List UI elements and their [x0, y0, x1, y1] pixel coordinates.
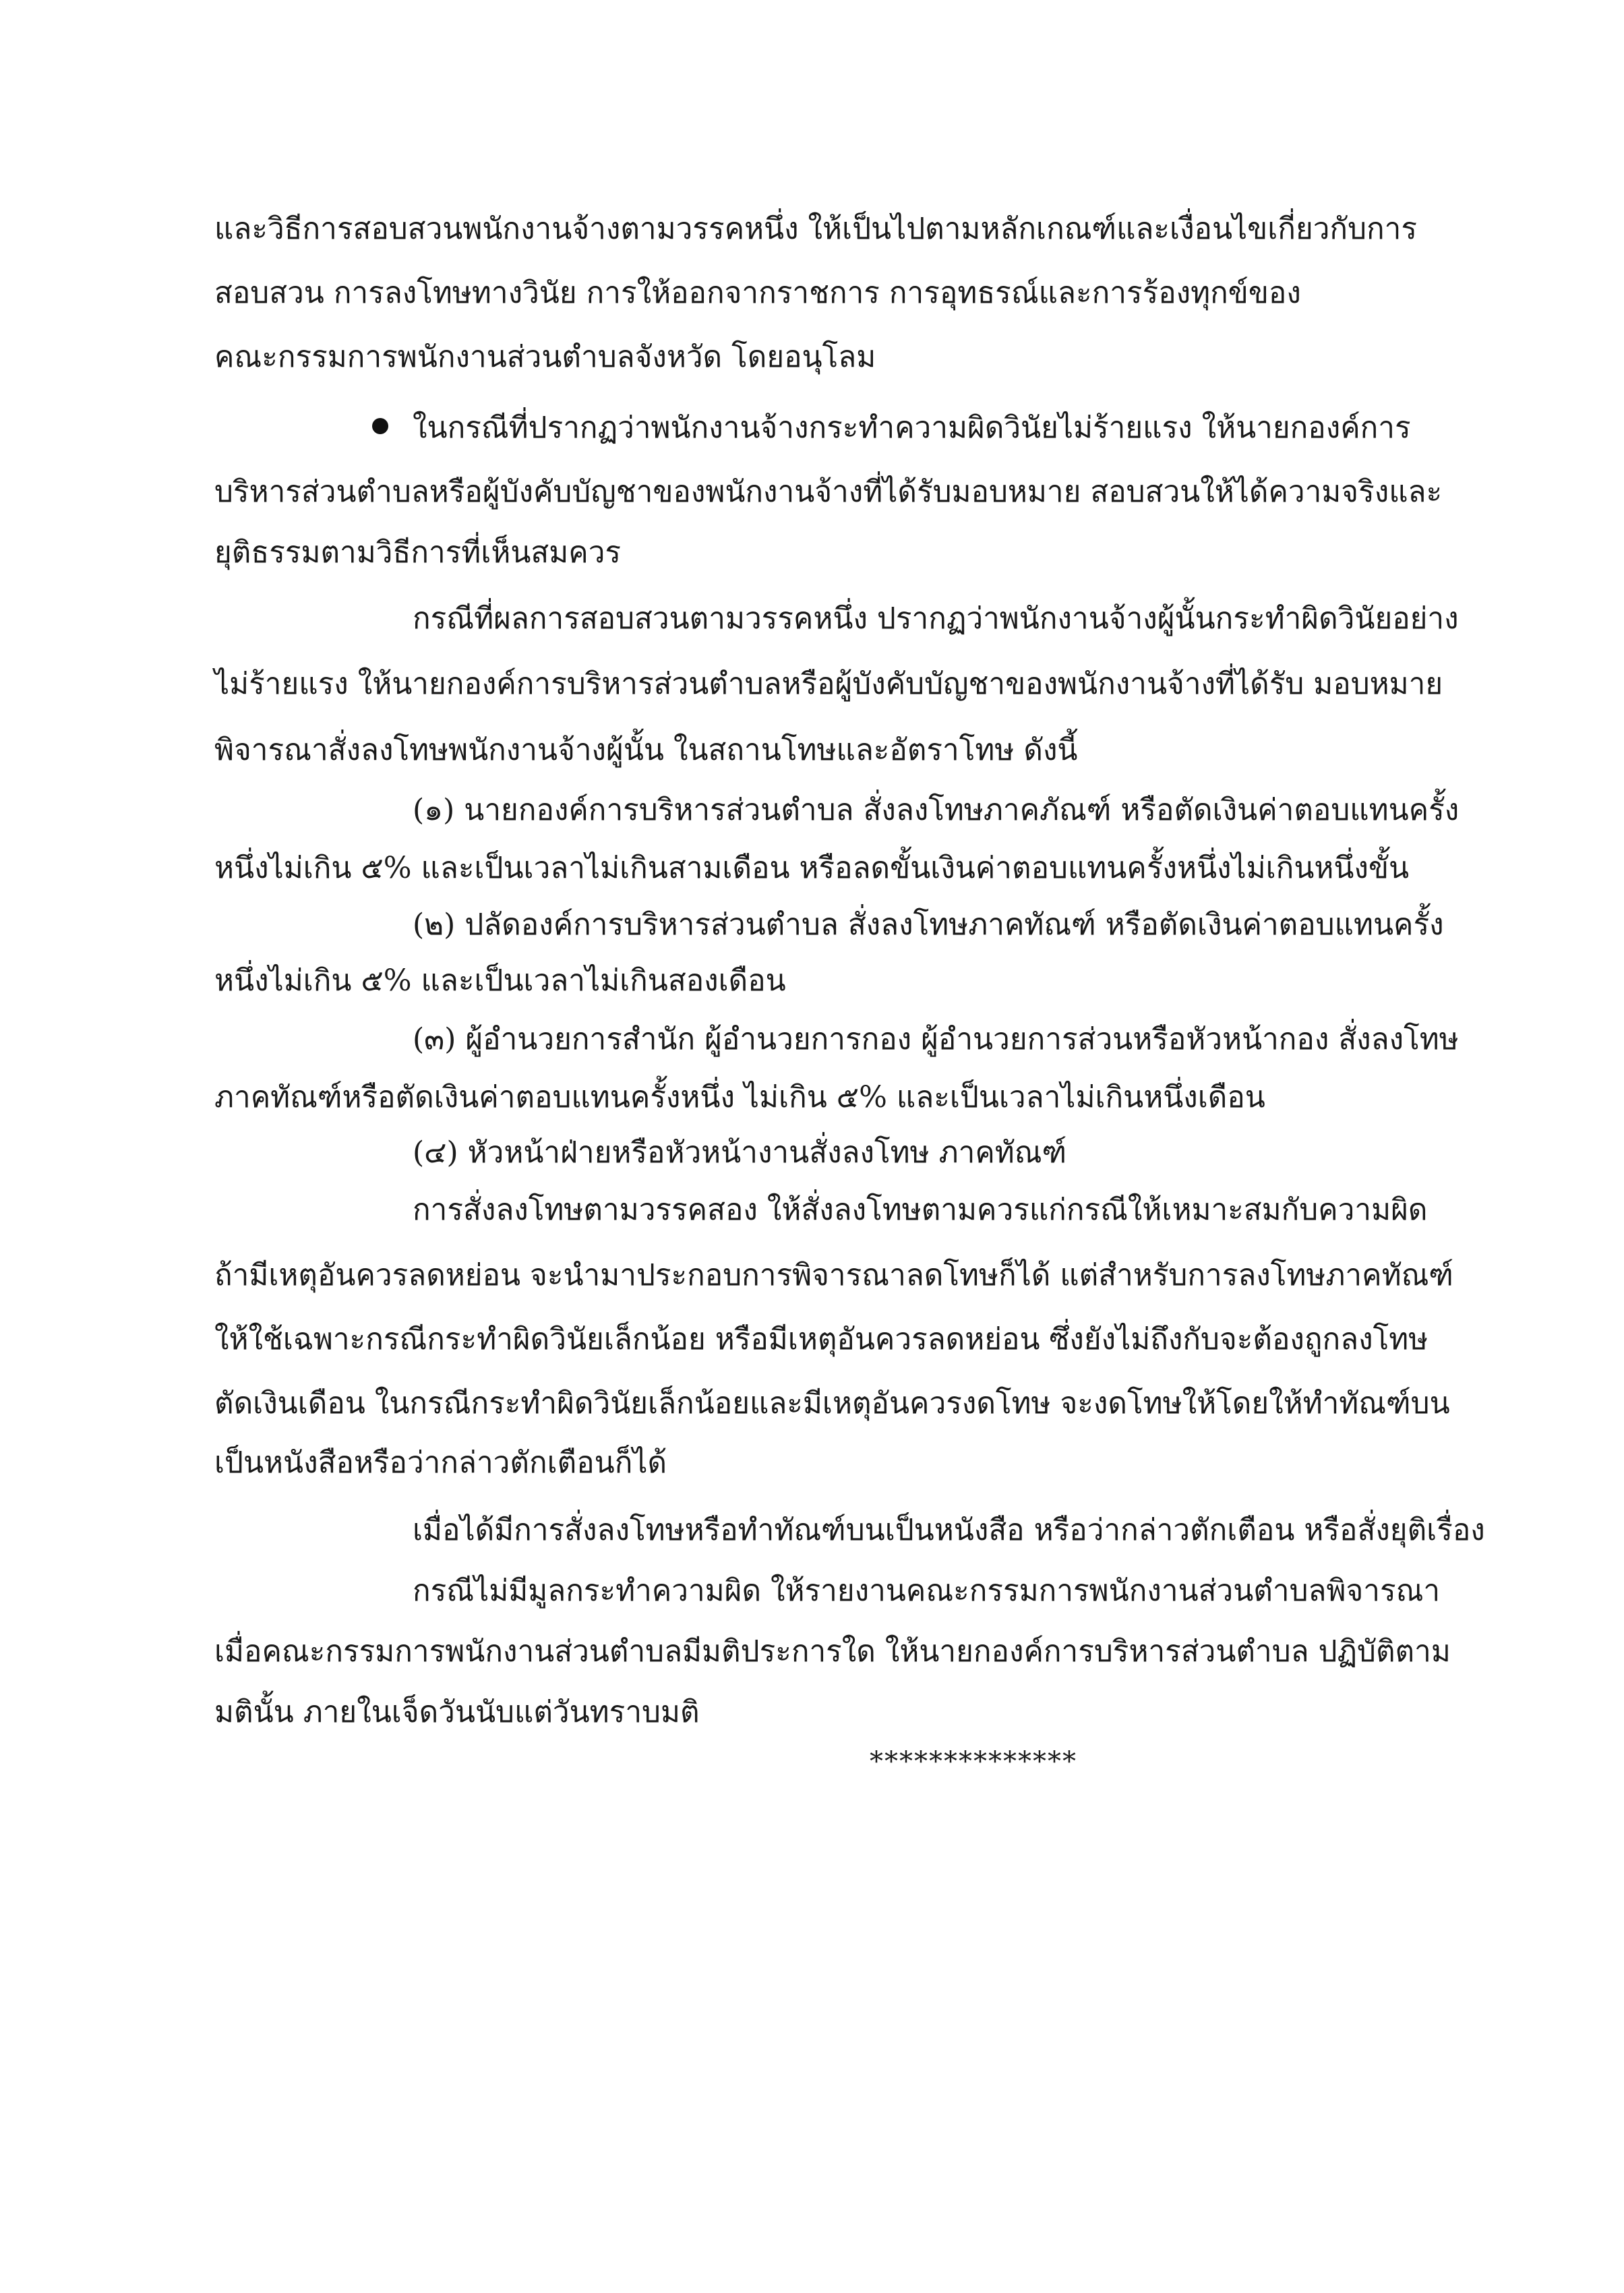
text-line: กรณีที่ผลการสอบสวนตามวรรคหนึ่ง ปรากฏว่าพนักงานจ้างผู้นั้นกระทำผิดวินัยอย่าง [413, 601, 1459, 636]
text-line: (๑) นายกองค์การบริหารส่วนตำบล สั่งลงโทษภาคภัณฑ์ หรือตัดเงินค่าตอบแทนครั้ง [413, 793, 1460, 827]
text-line: และวิธีการสอบสวนพนักงานจ้างตามวรรคหนึ่ง ให้เป็นไปตามหลักเกณฑ์และเงื่อนไขเกี่ยวกับการ [214, 212, 1417, 246]
text-line: ไม่ร้ายแรง ให้นายกองค์การบริหารส่วนตำบลหรือผู้บังคับบัญชาของพนักงานจ้างที่ได้รับ มอบหมาย [214, 667, 1443, 701]
text-line: กรณีไม่มีมูลกระทำความผิด ให้รายงานคณะกรรมการพนักงานส่วนตำบลพิจารณา [413, 1574, 1441, 1608]
text-line: หนึ่งไม่เกิน ๕% และเป็นเวลาไม่เกินสองเดือน [214, 963, 786, 998]
text-line: ถ้ามีเหตุอันควรลดหย่อน จะนำมาประกอบการพิจารณาลดโทษก็ได้ แต่สำหรับการลงโทษภาคทัณฑ์ [214, 1258, 1453, 1292]
text-line: มตินั้น ภายในเจ็ดวันนับแต่วันทราบมติ [214, 1695, 700, 1729]
text-line: ตัดเงินเดือน ในกรณีกระทำผิดวินัยเล็กน้อยและมีเหตุอันควรงดโทษ จะงดโทษให้โดยให้ทำทัณฑ์บน [214, 1386, 1450, 1421]
text-line: พิจารณาสั่งลงโทษพนักงานจ้างผู้นั้น ในสถานโทษและอัตราโทษ ดังนี้ [214, 733, 1078, 767]
text-line: (๔) หัวหน้าฝ่ายหรือหัวหน้างานสั่งลงโทษ ภาคทัณฑ์ [413, 1135, 1067, 1170]
text-line: ภาคทัณฑ์หรือตัดเงินค่าตอบแทนครั้งหนึ่ง ไม่เกิน ๕% และเป็นเวลาไม่เกินหนึ่งเดือน [214, 1080, 1265, 1114]
text-line: ในกรณีที่ปรากฏว่าพนักงานจ้างกระทำความผิดวินัยไม่ร้ายแรง ให้นายกองค์การ [413, 411, 1411, 445]
text-line: เมื่อคณะกรรมการพนักงานส่วนตำบลมีมติประการใด ให้นายกองค์การบริหารส่วนตำบล ปฏิบัติตาม [214, 1634, 1451, 1669]
text-line: ยุติธรรมตามวิธีการที่เห็นสมควร [214, 535, 622, 570]
text-line: เมื่อได้มีการสั่งลงโทษหรือทำทัณฑ์บนเป็นหนังสือ หรือว่ากล่าวตักเตือน หรือสั่งยุติเรื่อง [413, 1513, 1485, 1547]
text-line: ให้ใช้เฉพาะกรณีกระทำผิดวินัยเล็กน้อย หรือมีเหตุอันควรลดหย่อน ซึ่งยังไม่ถึงกับจะต้องถูกลงโทษ [214, 1322, 1428, 1357]
closing-asterisks: ************** [870, 1746, 1077, 1777]
text-line: หนึ่งไม่เกิน ๕% และเป็นเวลาไม่เกินสามเดือน หรือลดขั้นเงินค่าตอบแทนครั้งหนึ่งไม่เกินหนึ่งขั้น [214, 851, 1410, 885]
text-line: บริหารส่วนตำบลหรือผู้บังคับบัญชาของพนักงานจ้างที่ได้รับมอบหมาย สอบสวนให้ได้ความจริงและ [214, 475, 1443, 509]
text-line: (๓) ผู้อำนวยการสำนัก ผู้อำนวยการกอง ผู้อำนวยการส่วนหรือหัวหน้ากอง สั่งลงโทษ [413, 1022, 1459, 1056]
text-line: การสั่งลงโทษตามวรรคสอง ให้สั่งลงโทษตามควรแก่กรณีให้เหมาะสมกับความผิด [413, 1193, 1428, 1227]
bullet-icon [372, 418, 388, 434]
text-line: (๒) ปลัดองค์การบริหารส่วนตำบล สั่งลงโทษภาคทัณฑ์ หรือตัดเงินค่าตอบแทนครั้ง [413, 907, 1444, 942]
text-line: คณะกรรมการพนักงานส่วนตำบลจังหวัด โดยอนุโลม [214, 340, 876, 374]
text-line: เป็นหนังสือหรือว่ากล่าวตักเตือนก็ได้ [214, 1446, 667, 1480]
text-line: สอบสวน การลงโทษทางวินัย การให้ออกจากราชการ การอุทธรณ์และการร้องทุกข์ของ [214, 276, 1301, 310]
